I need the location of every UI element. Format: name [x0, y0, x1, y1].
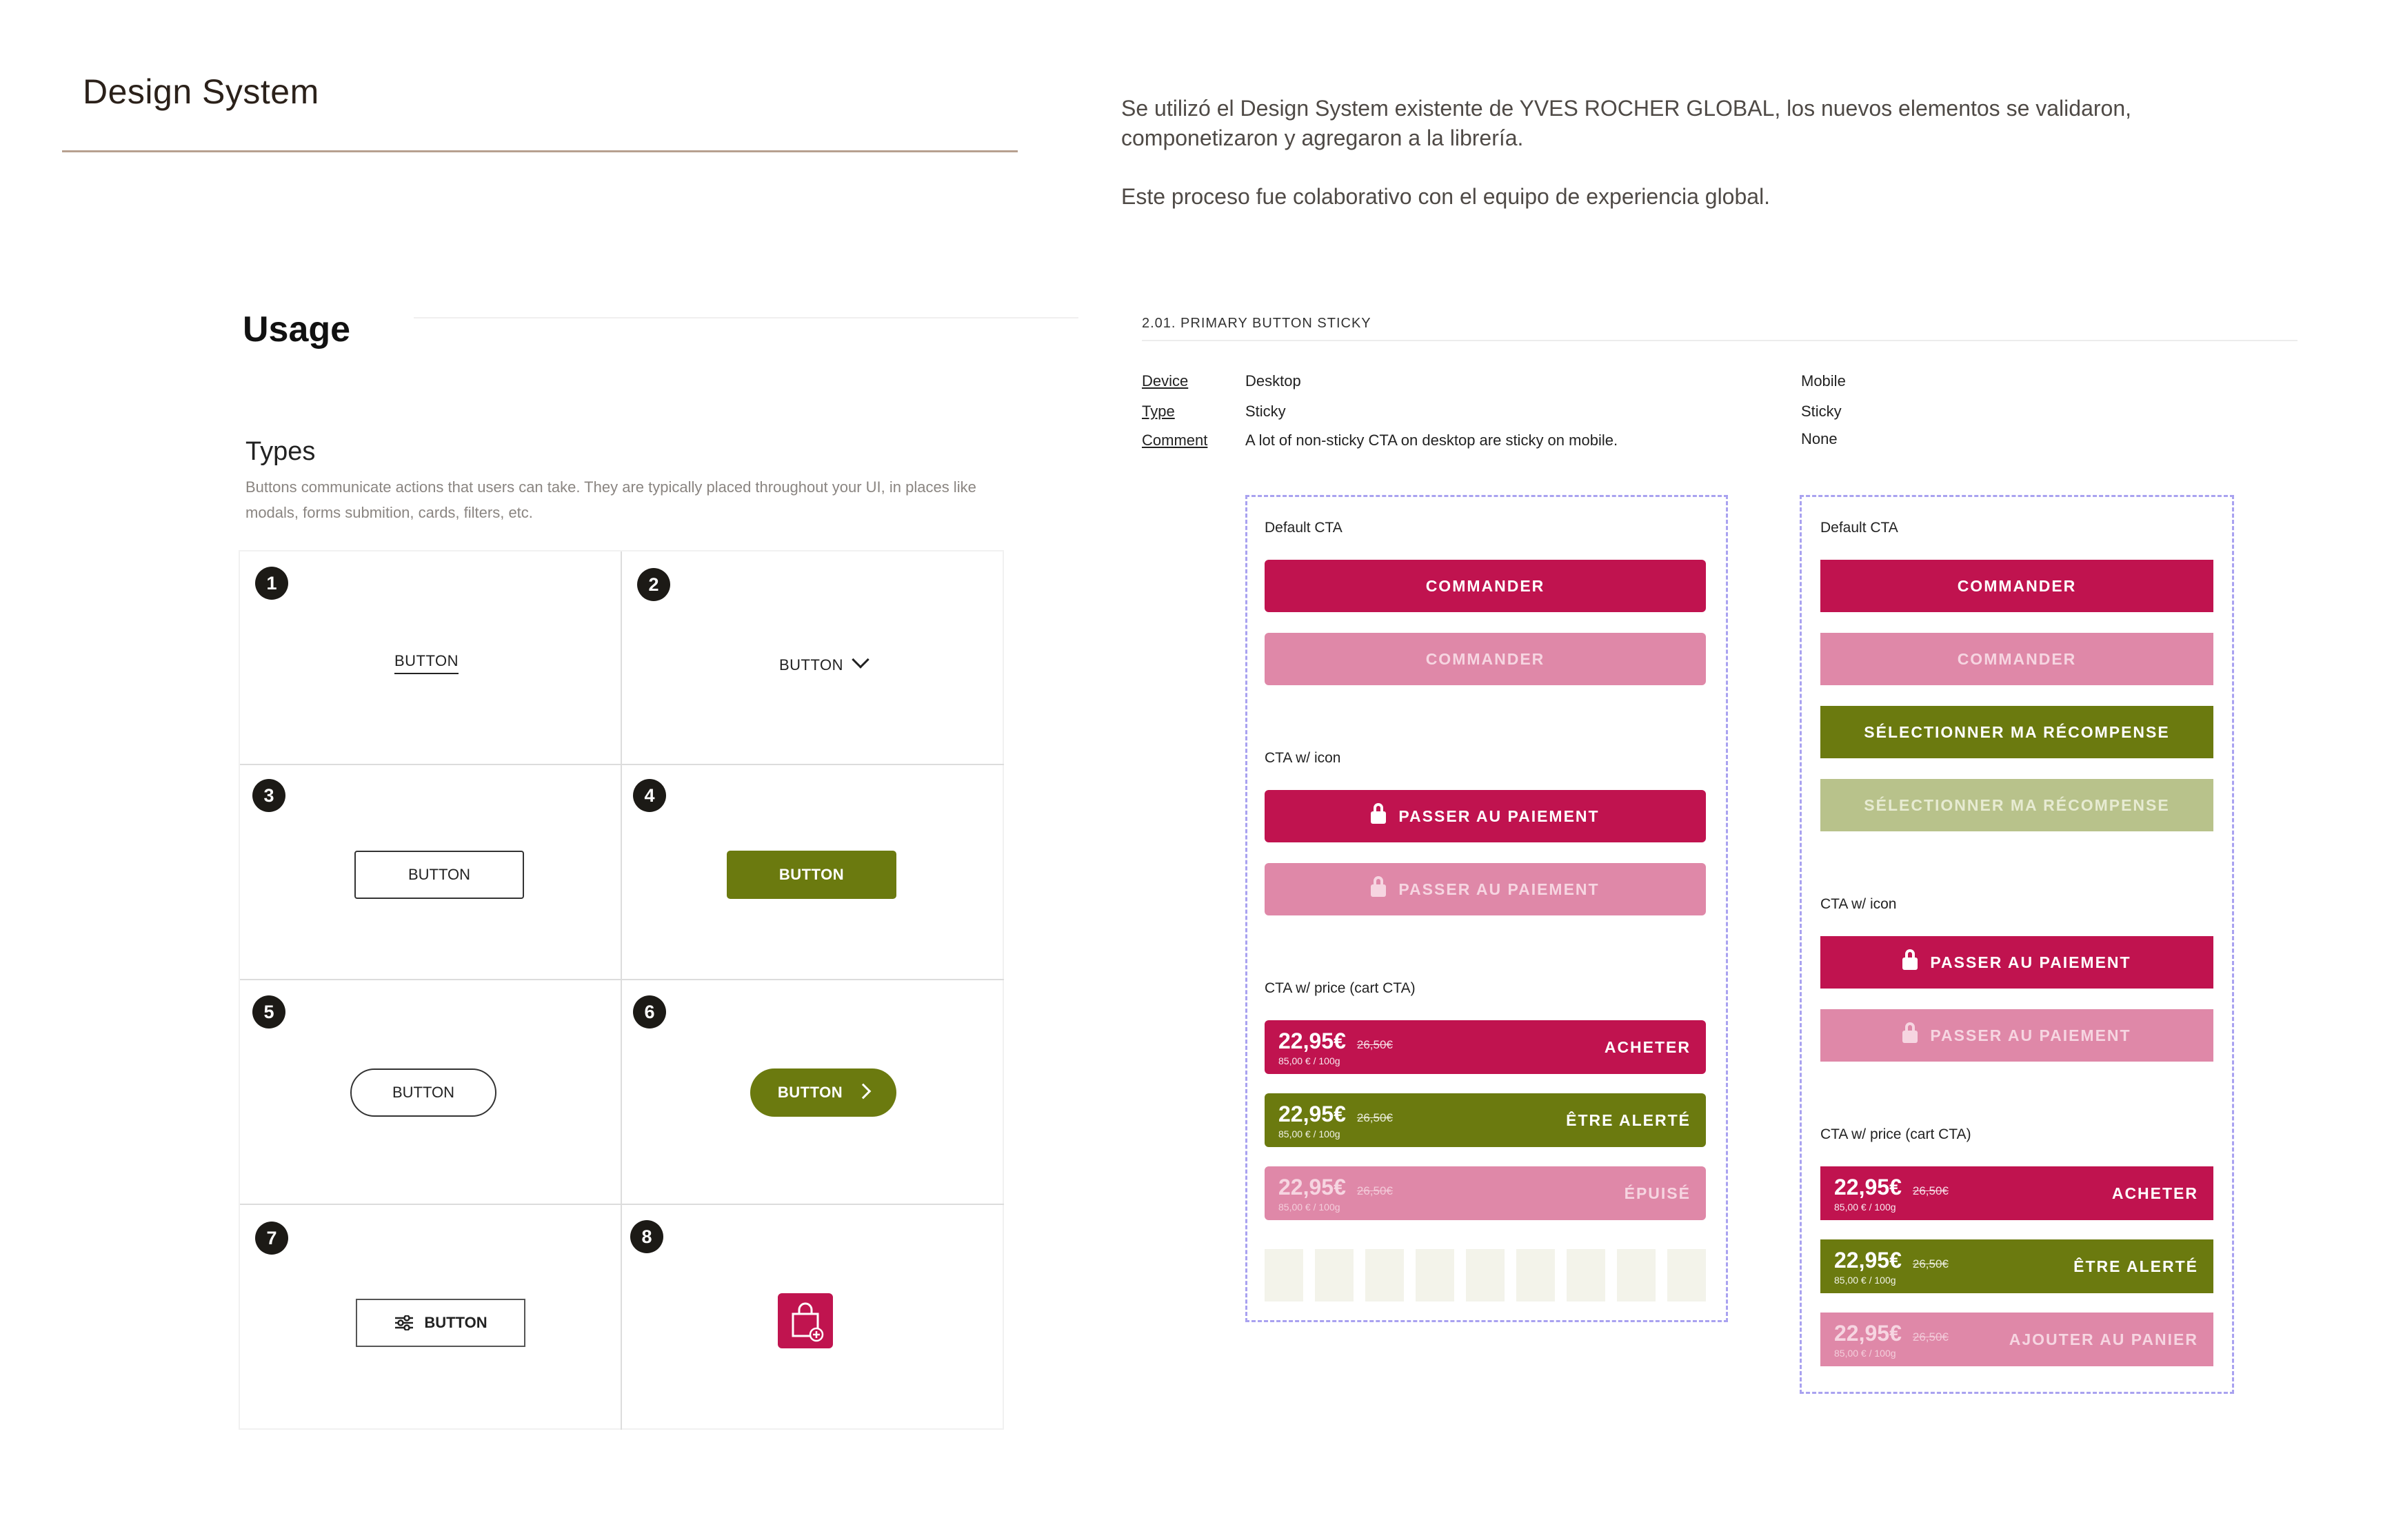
unit-price: 85,00 € / 100g — [1278, 1201, 1340, 1213]
commander-button-disabled[interactable]: COMMANDER — [1265, 633, 1706, 685]
filled-button[interactable]: BUTTON — [727, 851, 896, 899]
pill-arrow-button[interactable] — [750, 1068, 896, 1117]
price-cta-action: ÊTRE ALERTÉ — [2073, 1257, 2198, 1275]
price-cta-acheter[interactable] — [1820, 1166, 2213, 1220]
number-badge: 1 — [255, 567, 288, 600]
number-badge: 6 — [633, 995, 666, 1029]
skeleton-block — [1315, 1249, 1354, 1301]
skeleton-block — [1567, 1249, 1605, 1301]
page-title: Design System — [83, 72, 319, 111]
unit-price: 85,00 € / 100g — [1834, 1274, 1896, 1286]
chevron-down-icon — [852, 651, 869, 668]
commander-button[interactable]: COMMANDER — [1820, 560, 2213, 612]
filter-sliders-icon — [394, 1315, 414, 1330]
lock-icon — [1902, 958, 1918, 970]
dropdown-button[interactable] — [779, 654, 867, 674]
type-cell-3 — [240, 764, 622, 979]
passer-paiement-button[interactable] — [1820, 936, 2213, 989]
cta-icon-label: CTA w/ icon — [1265, 750, 1341, 766]
desktop-type: Sticky — [1245, 403, 1286, 420]
price: 22,95€ — [1278, 1101, 1346, 1126]
type-cell-5 — [240, 979, 622, 1204]
passer-paiement-label: PASSER AU PAIEMENT — [1398, 807, 1600, 825]
old-price: 26,50€ — [1356, 1037, 1393, 1051]
price-cta-ajouter[interactable] — [1820, 1313, 2213, 1366]
pill-arrow-button-label: BUTTON — [777, 1084, 843, 1101]
intro-paragraph-2: Este proceso fue colaborativo con el equipo de experiencia global. — [1121, 184, 1771, 209]
skeleton-block — [1466, 1249, 1505, 1301]
number-badge: 7 — [255, 1222, 288, 1255]
outline-button[interactable]: BUTTON — [354, 851, 524, 899]
price: 22,95€ — [1834, 1247, 1902, 1273]
type-cell-4 — [622, 764, 1004, 979]
pill-outline-button[interactable]: BUTTON — [350, 1068, 496, 1117]
filter-button[interactable] — [356, 1299, 525, 1347]
price-cta-action: ÉPUISÉ — [1624, 1184, 1691, 1202]
comment-label: Comment — [1142, 432, 1208, 449]
passer-paiement-label: PASSER AU PAIEMENT — [1930, 953, 2131, 971]
intro-text — [1121, 94, 2169, 212]
type-cell-1 — [240, 551, 622, 764]
cta-price-label: CTA w/ price (cart CTA) — [1820, 1126, 1971, 1142]
old-price: 26,50€ — [1912, 1257, 1949, 1270]
add-to-bag-icon-button[interactable] — [778, 1293, 833, 1348]
skeleton-block — [1416, 1249, 1454, 1301]
type-label: Type — [1142, 403, 1175, 420]
skeleton-block — [1365, 1249, 1404, 1301]
price: 22,95€ — [1278, 1174, 1346, 1199]
price: 22,95€ — [1278, 1028, 1346, 1053]
passer-paiement-button-disabled[interactable] — [1265, 863, 1706, 915]
old-price: 26,50€ — [1356, 1111, 1393, 1124]
old-price: 26,50€ — [1356, 1184, 1393, 1197]
number-badge: 3 — [252, 779, 285, 812]
mobile-type: Sticky — [1801, 403, 1842, 420]
chevron-right-icon — [856, 1084, 872, 1100]
skeleton-block — [1265, 1249, 1303, 1301]
mobile-comment: None — [1801, 430, 1838, 447]
device-label: Device — [1142, 372, 1189, 389]
price-cta-epuise[interactable] — [1265, 1166, 1706, 1220]
filter-button-label: BUTTON — [424, 1314, 487, 1331]
price-cta-action: AJOUTER AU PANIER — [2009, 1330, 2198, 1348]
spec-divider — [1142, 340, 2297, 341]
unit-price: 85,00 € / 100g — [1278, 1128, 1340, 1139]
price: 22,95€ — [1834, 1174, 1902, 1199]
intro-paragraph-1: Se utilizó el Design System existente de YVES ROCHER GLOBAL, los nuevos elementos se validaron, componetizaron y agregaron a la librería. — [1121, 96, 2131, 150]
passer-paiement-label: PASSER AU PAIEMENT — [1930, 1026, 2131, 1044]
type-cell-7 — [240, 1204, 622, 1430]
price-cta-acheter[interactable] — [1265, 1020, 1706, 1074]
skeleton-block — [1516, 1249, 1555, 1301]
lock-icon — [1371, 811, 1386, 824]
type-cell-2 — [622, 551, 1004, 764]
skeleton-block — [1667, 1249, 1706, 1301]
desktop-device: Desktop — [1245, 372, 1301, 389]
price-cta-action: ACHETER — [2111, 1184, 2198, 1202]
lock-icon — [1371, 884, 1386, 897]
price: 22,95€ — [1834, 1320, 1902, 1346]
text-link-button[interactable]: BUTTON — [394, 652, 459, 674]
unit-price: 85,00 € / 100g — [1278, 1055, 1340, 1066]
cta-icon-label: CTA w/ icon — [1820, 896, 1897, 912]
lock-icon — [1902, 1031, 1918, 1043]
price-cta-action: ÊTRE ALERTÉ — [1566, 1111, 1691, 1129]
mobile-device: Mobile — [1801, 372, 1846, 389]
usage-divider — [414, 317, 1078, 318]
default-cta-label: Default CTA — [1265, 520, 1343, 536]
passer-paiement-button-disabled[interactable] — [1820, 1009, 2213, 1062]
old-price: 26,50€ — [1912, 1184, 1949, 1197]
number-badge: 4 — [633, 779, 666, 812]
default-cta-label: Default CTA — [1820, 520, 1898, 536]
commander-button-disabled[interactable]: COMMANDER — [1820, 633, 2213, 685]
type-cell-6 — [622, 979, 1004, 1204]
number-badge: 5 — [252, 995, 285, 1029]
price-cta-alerte[interactable] — [1265, 1093, 1706, 1147]
unit-price: 85,00 € / 100g — [1834, 1347, 1896, 1359]
commander-button[interactable]: COMMANDER — [1265, 560, 1706, 612]
dropdown-button-label: BUTTON — [779, 656, 844, 673]
types-title: Types — [245, 437, 316, 466]
unit-price: 85,00 € / 100g — [1834, 1201, 1896, 1213]
button-types-grid — [239, 550, 1004, 1430]
price-cta-alerte[interactable] — [1820, 1239, 2213, 1293]
usage-title: Usage — [243, 310, 351, 349]
number-badge: 2 — [637, 568, 670, 601]
cta-price-label: CTA w/ price (cart CTA) — [1265, 980, 1416, 996]
passer-paiement-label: PASSER AU PAIEMENT — [1398, 880, 1600, 898]
passer-paiement-button[interactable] — [1265, 790, 1706, 842]
types-description: Buttons communicate actions that users can take. They are typically placed throughout your UI, in places like modals, forms submition, cards, filters, etc. — [245, 478, 976, 521]
skeleton-block — [1617, 1249, 1656, 1301]
recompense-button[interactable]: SÉLECTIONNER MA RÉCOMPENSE — [1820, 706, 2213, 758]
number-badge: 8 — [630, 1220, 663, 1253]
recompense-button-disabled[interactable]: SÉLECTIONNER MA RÉCOMPENSE — [1820, 779, 2213, 831]
old-price: 26,50€ — [1912, 1330, 1949, 1344]
spec-title: 2.01. PRIMARY BUTTON STICKY — [1142, 316, 1371, 331]
price-cta-action: ACHETER — [1604, 1037, 1691, 1056]
title-divider — [62, 150, 1018, 152]
desktop-comment: A lot of non-sticky CTA on desktop are sticky on mobile. — [1245, 432, 1618, 449]
shopping-bag-plus-icon — [778, 1293, 833, 1348]
